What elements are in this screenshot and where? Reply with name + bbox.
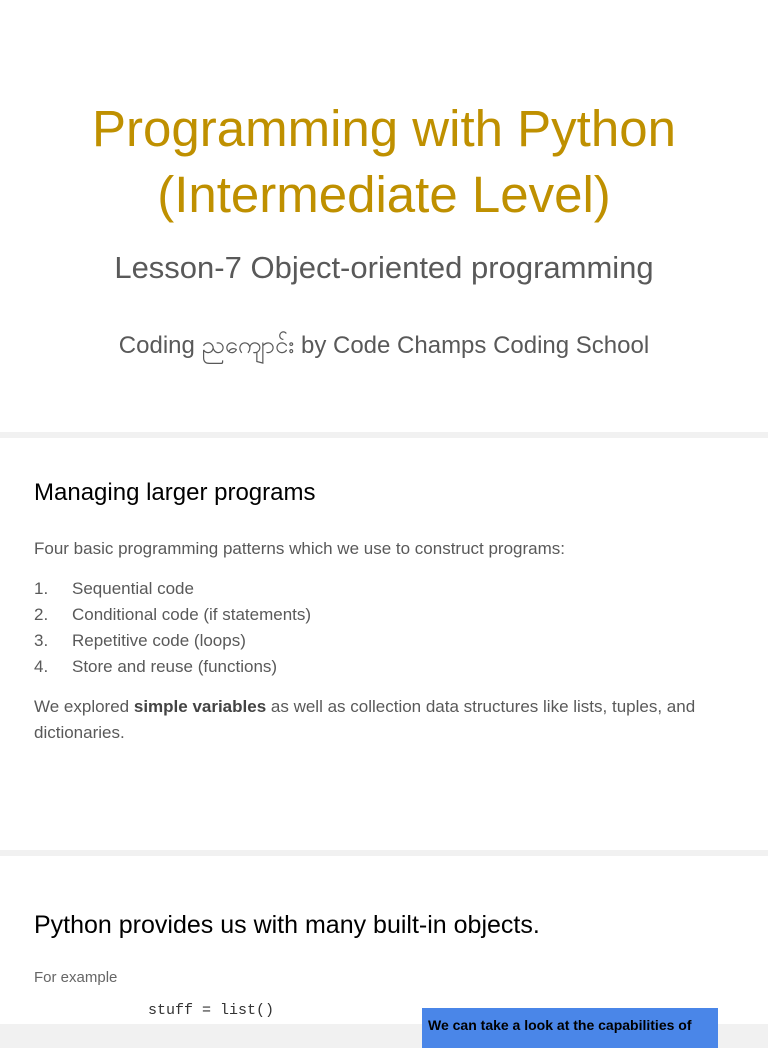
list-text: Sequential code (72, 579, 194, 598)
list-number: 4. (34, 657, 49, 676)
lesson-subtitle: Lesson-7 Object-oriented programming (114, 250, 654, 285)
builtin-objects-slide (0, 856, 768, 1033)
school-byline: Coding ညကျောင်း by Code Champs Coding School (118, 332, 650, 359)
list-item (34, 576, 311, 602)
presentation-title (0, 96, 768, 228)
explored-bold: simple variables (133, 697, 267, 716)
slide-heading: Managing larger programs (34, 479, 316, 506)
explored-prefix: We explored (34, 697, 134, 716)
list-text: Repetitive code (loops) (72, 631, 246, 650)
patterns-list (34, 576, 311, 680)
list-item (34, 628, 311, 654)
list-text: Conditional code (if statements) (72, 605, 312, 624)
callout-text: We can take a look at the capabilities of (428, 1017, 692, 1033)
title-line-1: Programming with Python (92, 100, 676, 157)
list-number: 3. (34, 631, 49, 650)
list-number: 2. (34, 605, 49, 624)
list-item (34, 654, 311, 680)
managing-programs-slide (0, 438, 768, 850)
list-text: Store and reuse (functions) (72, 657, 278, 676)
list-item (34, 602, 311, 628)
callout-box (422, 1008, 718, 1048)
title-line-2: (Intermediate Level) (157, 166, 611, 223)
list-number: 1. (34, 579, 49, 598)
explored-suffix: as well as collection data structures like lists, tuples, and dictionaries. (34, 697, 696, 742)
title-slide (0, 0, 768, 432)
intro-text: Four basic programming patterns which we use to construct programs: (34, 539, 566, 558)
for-example-label: For example (34, 969, 118, 986)
code-snippet: stuff = list() (148, 1002, 275, 1019)
slide-heading: Python provides us with many built-in objects. (34, 911, 540, 939)
explored-paragraph (34, 694, 714, 746)
